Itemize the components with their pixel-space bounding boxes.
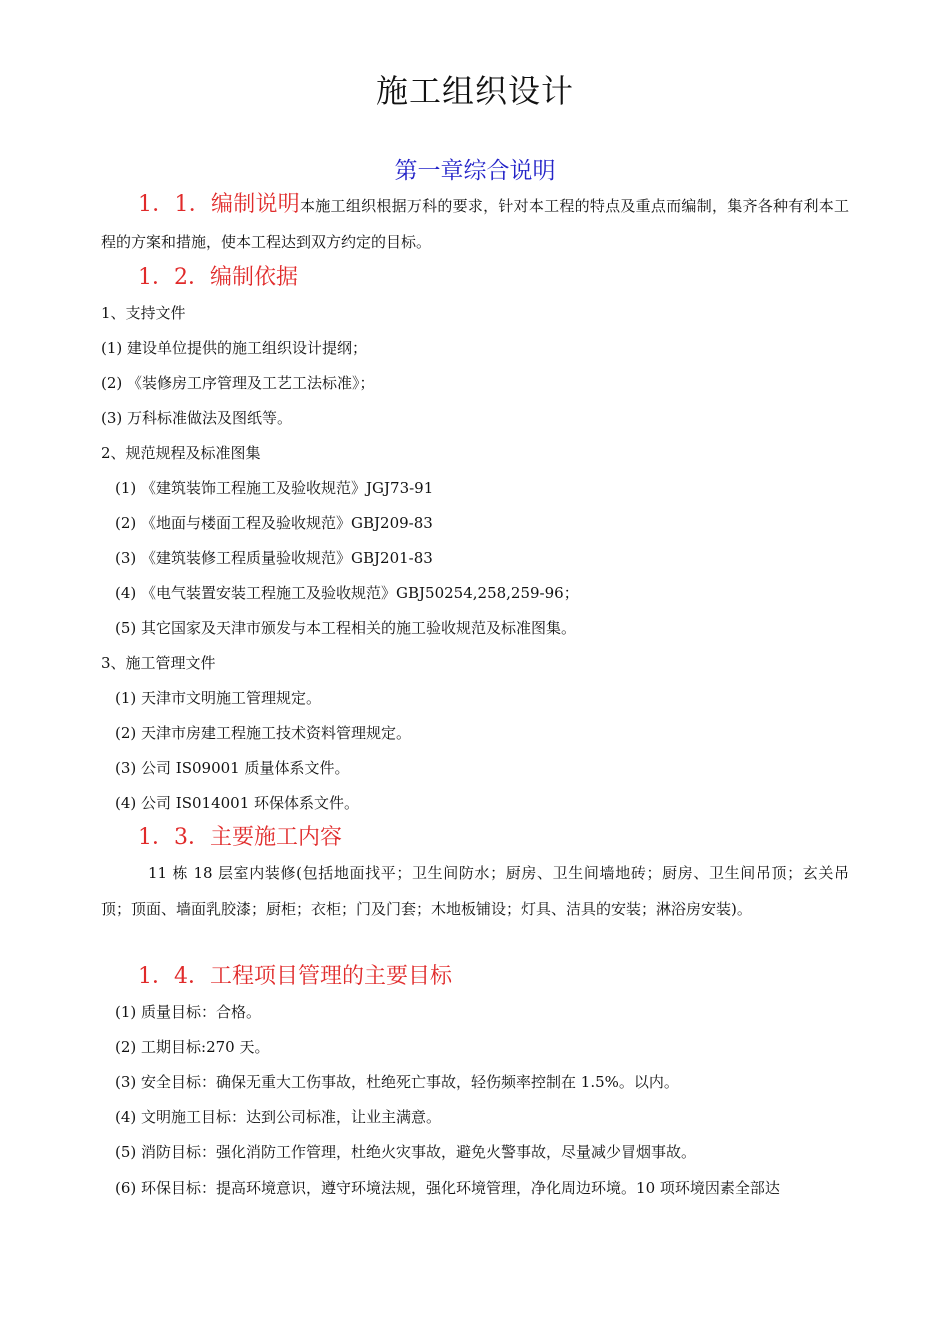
list-item: (1) 天津市文明施工管理规定。: [115, 689, 322, 707]
section-1-2-heading: 1．2．编制依据: [138, 265, 298, 290]
list-item: (4) 《电气装置安装工程施工及验收规范》GBJ50254,258,259-96；: [115, 584, 579, 602]
list-item: (5) 消防目标：强化消防工作管理，杜绝火灾事故，避免火警事故，尽量减少冒烟事故。: [115, 1143, 697, 1161]
section-1-1-heading: 1．1．编制说明: [138, 192, 301, 217]
list-item: (3) 万科标准做法及图纸等。: [101, 409, 293, 427]
section-1-4-heading: 1．4．工程项目管理的主要目标: [138, 964, 452, 989]
list-item: (5) 其它国家及天津市颁发与本工程相关的施工验收规范及标准图集。: [115, 619, 577, 637]
list-item: (2) 《地面与楼面工程及验收规范》GBJ209-83: [115, 514, 433, 532]
section-1-3-heading: 1．3．主要施工内容: [138, 825, 342, 850]
section-1-1-text: 本施工组织根据万科的要求，针对本工程的特点及重点而编制，集齐各种有利本工程的方案和措施，使本工程达到双方约定的目标。: [101, 197, 849, 251]
list-item: (4) 文明施工目标：达到公司标准，让业主满意。: [115, 1108, 442, 1126]
list-item: (2) 《装修房工序管理及工艺工法标准》；: [101, 374, 375, 392]
list-item: (2) 工期目标:270 天。: [115, 1038, 270, 1056]
list-item: (1) 建设单位提供的施工组织设计提纲；: [101, 339, 368, 357]
group-1-heading: 1、支持文件: [101, 304, 186, 322]
list-item: (3) 安全目标：确保无重大工伤事故，杜绝死亡事故，轻伤频率控制在 1.5%。以内。: [115, 1073, 679, 1091]
chapter-heading: 第一章综合说明: [394, 158, 556, 184]
list-item: (6) 环保目标：提高环境意识，遵守环境法规，强化环境管理，净化周边环境。10 项环境因素全部达: [115, 1179, 780, 1197]
group-2-heading: 2、规范规程及标准图集: [101, 444, 261, 462]
list-item: (4) 公司 IS014001 环保体系文件。: [115, 794, 360, 812]
section-1-1-paragraph: [101, 187, 849, 260]
list-item: (3) 《建筑装修工程质量验收规范》GBJ201-83: [115, 549, 433, 567]
group-3-heading: 3、施工管理文件: [101, 654, 216, 672]
list-item: (1) 《建筑装饰工程施工及验收规范》JGJ73-91: [115, 479, 434, 497]
list-item: (3) 公司 IS09001 质量体系文件。: [115, 759, 350, 777]
section-1-3-paragraph: 11 栋 18 层室内装修(包括地面找平；卫生间防水；厨房、卫生间墙地砖；厨房、卫生间吊顶；玄关吊顶；顶面、墙面乳胶漆；厨柜；衣柜；门及门套；木地板铺设；灯具、洁具的安装；淋浴房安装)。: [101, 864, 849, 918]
list-item: (2) 天津市房建工程施工技术资料管理规定。: [115, 724, 412, 742]
document-title: 施工组织设计: [375, 72, 574, 110]
list-item: (1) 质量目标：合格。: [115, 1003, 262, 1021]
